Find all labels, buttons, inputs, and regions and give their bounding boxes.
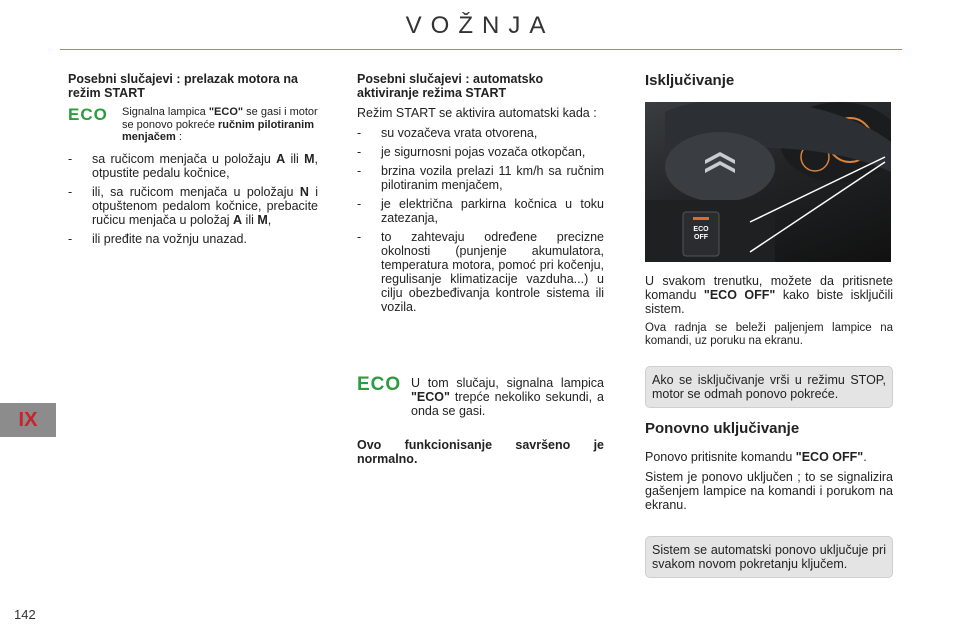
eco-blink-row: [357, 376, 604, 418]
dashboard-photo: [645, 102, 891, 262]
text-fragment: ili: [285, 151, 305, 166]
text-fragment: "ECO": [208, 106, 244, 118]
reactivation-text: [645, 450, 893, 464]
text-fragment: M: [304, 151, 315, 166]
column-deactivation: [645, 72, 893, 590]
section-heading-reactivation: Ponovno uključivanje: [645, 420, 800, 437]
section-heading-auto-start: Posebni slučajevi : automatsko aktiviranje režima START: [357, 72, 544, 100]
info-box-text: Ako se isključivanje vrši u režimu STOP, motor se odmah ponovo pokreće.: [652, 373, 886, 401]
text-fragment: i otpuštenom pedalom kočnice, prebacite ručicu menjača u položaj: [92, 184, 318, 227]
auto-start-list: [357, 126, 604, 314]
list-item: - su vozačeva vrata otvorena,: [357, 126, 604, 140]
reactivation-detail: Sistem je ponovo uključen ; to se signalizira gašenjem lampice na komandi i porukom na ekranu.: [645, 470, 893, 512]
text-fragment: :: [175, 131, 182, 143]
page-title: VOŽNJA: [405, 12, 555, 39]
text-fragment: A: [276, 151, 286, 166]
section-heading-start: Posebni slučajevi : prelazak motora na režim START: [68, 72, 298, 100]
intro-text: Režim START se aktivira automatski kada :: [357, 106, 597, 120]
text-fragment: "ECO OFF": [703, 288, 776, 302]
list-item: [68, 152, 318, 180]
text-fragment: N: [299, 184, 309, 199]
list-item: [68, 185, 318, 227]
eco-icon: ECO: [68, 105, 108, 124]
text-fragment: "ECO OFF": [795, 450, 864, 464]
list-item: - ili pređite na vožnju unazad.: [68, 232, 318, 246]
text-fragment: se gasi i motor se ponovo pokreće: [122, 106, 318, 131]
deactivation-note-text: Ova radnja se beleži paljenjem lampice na komandi, uz poruku na ekranu.: [645, 322, 893, 347]
text-fragment: .: [863, 450, 867, 464]
eco-description: [122, 106, 318, 144]
info-box-stop: [645, 366, 893, 408]
column-automatic-start: [357, 72, 604, 472]
text-fragment: kako biste isključili sistem.: [645, 288, 893, 316]
text-fragment: Ponovo pritisnite komandu: [645, 450, 796, 464]
page-number: 142: [14, 607, 36, 622]
chapter-tab: IX: [0, 403, 56, 437]
text-fragment: Signalna lampica: [122, 106, 209, 118]
button-label-line: ECO: [693, 226, 709, 233]
text-fragment: "ECO": [411, 390, 450, 404]
text-fragment: ili: [242, 212, 258, 227]
text-fragment: ručnim pilotiranim menjačem: [122, 118, 314, 143]
column-start-mode: [68, 72, 318, 252]
start-conditions-list: [68, 152, 318, 246]
info-box-auto: [645, 536, 893, 578]
eco-off-button-label[interactable]: [683, 226, 719, 242]
button-label-line: OFF: [694, 234, 708, 241]
section-heading-deactivation: Isključivanje: [645, 72, 735, 89]
text-fragment: ili, sa ručicom menjača u položaju: [92, 184, 300, 199]
text-fragment: U tom slučaju, signalna lampica: [411, 376, 604, 390]
eco-indicator-row: [68, 106, 318, 144]
eco-blink-text: [411, 376, 604, 418]
closing-note: Ovo funkcionisanje savršeno je normalno.: [357, 438, 604, 466]
text-fragment: U svakom trenutku, možete da pritisnete komandu: [645, 274, 893, 302]
list-item: - to zahtevaju određene precizne okolnosti (punjenje akumulatora, temperatura motora, pomoć pri kočenju, regulisanje klimatizacije vazduha...) u cilju obezbeđivanja kontrole sistema ili vozila.: [357, 230, 604, 314]
steering-wheel-illustration: [645, 102, 891, 262]
text-fragment: M: [257, 212, 268, 227]
list-item: - je sigurnosni pojas vozača otkopčan,: [357, 145, 604, 159]
eco-icon: ECO: [357, 374, 402, 395]
title-divider: [60, 49, 902, 50]
text-fragment: ,: [267, 212, 272, 227]
deactivation-text: [645, 274, 893, 316]
text-fragment: A: [233, 212, 243, 227]
steering-wheel-hub: [665, 132, 775, 202]
text-fragment: sa ručicom menjača u položaju: [92, 151, 277, 166]
info-box-text: Sistem se automatski ponovo uključuje pri svakom novom pokretanju ključem.: [652, 543, 886, 571]
list-item: - brzina vozila prelazi 11 km/h sa ručnim pilotiranim menjačem,: [357, 164, 604, 192]
button-led: [693, 217, 709, 220]
text-fragment: trepće nekoliko sekundi, a onda se gasi.: [411, 390, 604, 418]
text-fragment: , otpustite pedalu kočnice,: [92, 151, 318, 180]
list-item: - je električna parkirna kočnica u toku zatezanja,: [357, 197, 604, 225]
